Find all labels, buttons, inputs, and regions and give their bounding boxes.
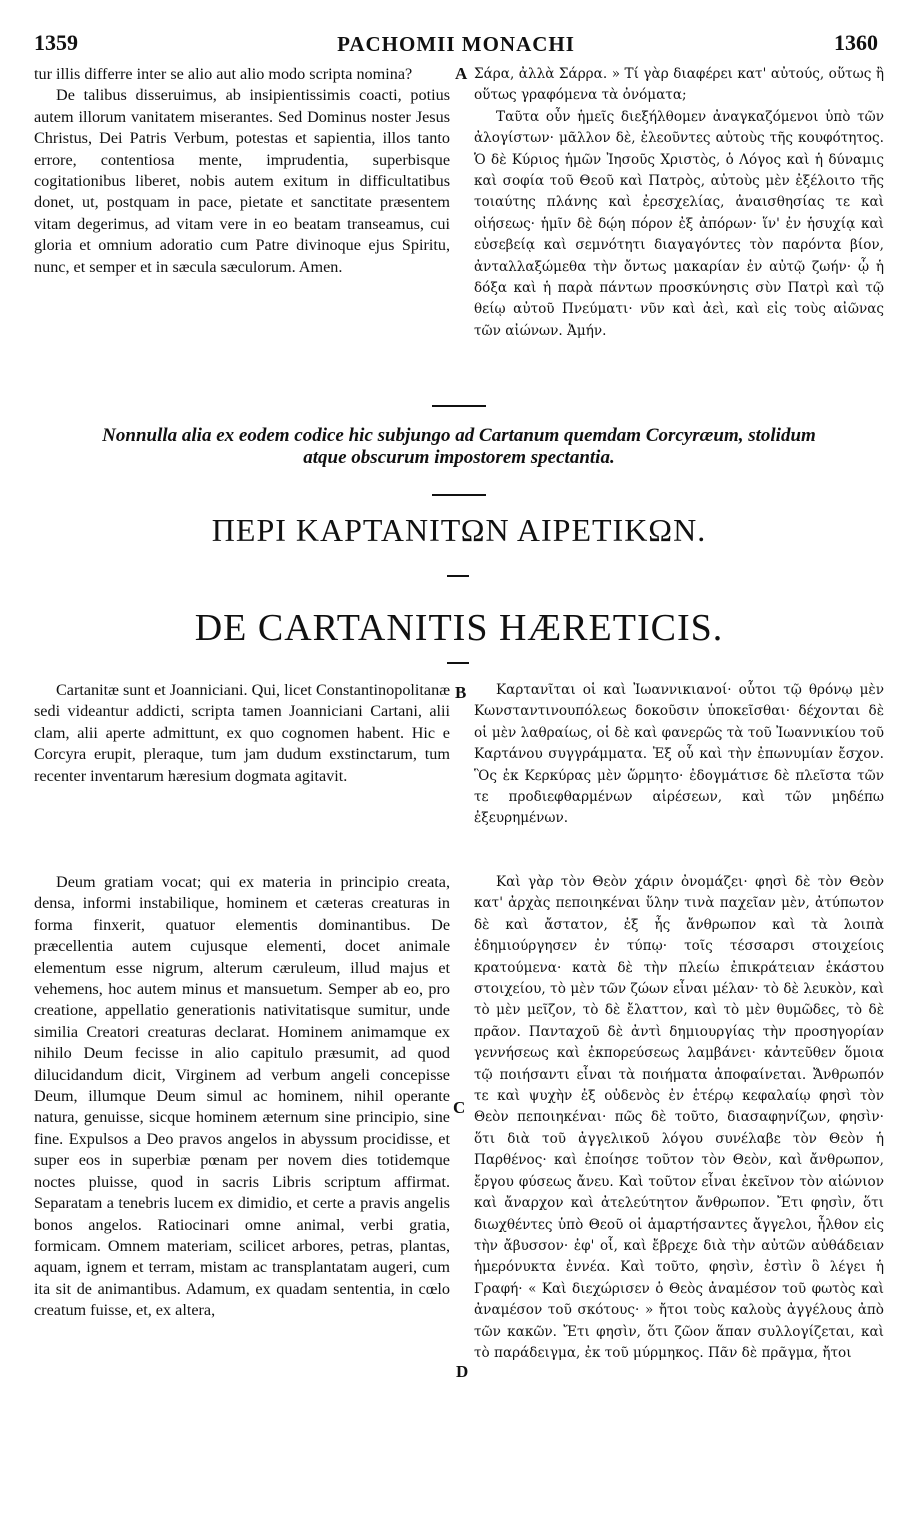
- greek-intro-para: Καρτανῖται οἱ καὶ Ἰωαννικιανοί· οὗτοι τῷ θρόνῳ μὲν Κωνσταντινουπόλεως δοκοῦσιν ὑποκεῖσθαι· δέχονται δὲ οἱ μὲν λαθραίως, οἱ δὲ καὶ φανερῶς τὰ τοῦ Ἰωαννικίου τοῦ Καρτάνου συγγράμματα. Ἐξ οὗ καὶ τὴν ἐπωνυμίαν ἔσχον. Ὃς ἐκ Κερκύρας μὲν ὥρμητο· ἐδογμάτισε δὲ πλεῖστα τῶν τε προδιεφθαρμένων αἱρέσεων, καὶ τῶν μηδέπω ἐξευρημένων.: [474, 682, 884, 827]
- latin-main-para: Deum gratiam vocat; qui ex materia in principio creata, densa, informi instabilique, hominem et cæteras creaturas in forma finxerit, quatuor elementis dominantibus. De præcellentia autem cujusque elementi, docet animale elementum esse nigrum, alterum cæruleum, illud majus et vehemens, hoc autem minus et mansuetum. Semper ab eo, pro creatione, appellatio generationis nativitatisque sumitur, unde similia Creatori creaturas declarat. Hominem animamque ex nihilo Deum fecisse in alio capitulo præsumit, ad quod dilucidandum dicit, Virginem ad verbum angeli concepisse Deum, illumque Deum simul ac hominem, nihil operante natura, genuisse, sicque hominem æternum sine principio, sine fine. Expulsos a Deo pravos angelos in abyssum procidisse, et super eos in superbiæ pœnam per novem dies totidemque noctes pluisse, quod in sacris Libris scriptum affirmat. Separatam a tenebris lucem ex dimidio, et certe a pravis angelis bonos angelos. Ratiocinari omne animal, verbi gratia, formicam. Omnem materiam, scilicet arbores, petras, plantas, aquam, ignem et terram, mistam ac transplantatam augeri, cum ita sit de animantibus. Adamum, ex quadam sententia, in cœlo creatum fuisse, et, ex altera,: [34, 873, 450, 1320]
- top-greek-para-2: Ταῦτα οὖν ἡμεῖς διεξήλθομεν ἀναγκαζόμενοι ὑπὸ τῶν ἀλογίστων· μᾶλλον δὲ, ἐλεοῦντες αὐτοὺς τῆς κουφότητος. Ὁ δὲ Κύριος ἡμῶν Ἰησοῦς Χριστὸς, ὁ Λόγος καὶ ἡ δύναμις καὶ σοφία τοῦ Θεοῦ καὶ Πατρὸς, αὐτοὺς μὲν ἐξέλοιτο τῆς τοιαύτης πλάνης καὶ ἐρεσχελίας, ἀναισθησίας τε καὶ οἰήσεως· ἡμῖν δὲ δῴη πόρον ἐξ ἀπόρων· ἵν' ἐν ἡσυχίᾳ καὶ εὐσεβείᾳ καὶ σεμνότητι διαγαγόντες τὸν παρόντα βίον, ἀνταλλαξώμεθα τὴν ὄντως μακαρίαν ἐν αὐτῷ ζωήν· ᾧ ἡ δόξα καὶ ἡ παρὰ πάντων προσκύνησις σὺν Πατρὶ καὶ τῷ θείῳ αὐτοῦ Πνεύματι· νῦν καὶ ἀεὶ, καὶ εἰς τοὺς αἰῶνας τῶν αἰώνων. Ἀμήν.: [474, 108, 884, 339]
- page-number-left: 1359: [34, 30, 78, 55]
- greek-intro-column: [474, 680, 884, 830]
- page-number-right: 1360: [834, 30, 878, 55]
- latin-title: DE CARTANITIS HÆRETICIS.: [194, 607, 724, 649]
- top-latin-column: [34, 64, 450, 278]
- top-latin-para-2: De talibus disseruimus, ab insipientissimis coacti, potius autem illorum vanitatem miserantes. Sed Dominus noster Jesus Christus, Dei Patris Verbum, potestas et sapientia, illos tanto errore, contentiosa mente, imprudentia, superbisque cogitationibus liberet, nobis autem exitum in difficultatibus donet, ut, postquam in pace, pietate et sanctitate præsentem vitam degerimus, ad vitam vere in eo beatam transeamus, cui gloria et omnium adoratio cum Patre divinoque ejus Spiritu, nunc, et semper et in sæcula sæculorum. Amen.: [34, 86, 450, 276]
- greek-title: ΠΕΡΙ ΚΑΡΤΑΝΙΤΩΝ ΑΙΡΕΤΙΚΩΝ.: [211, 512, 707, 548]
- page-header: [34, 30, 878, 58]
- margin-marker-b: B: [455, 683, 467, 702]
- margin-marker-c: C: [453, 1098, 466, 1117]
- top-greek-para-1: Σάρα, ἀλλὰ Σάρρα. » Τί γὰρ διαφέρει κατ' αὐτούς, οὕτως ἢ οὕτως γραφόμενα τὰ ὀνόματα;: [474, 66, 884, 104]
- top-latin-para-1: tur illis differre inter se alio aut alio modo scripta nomina?: [34, 65, 413, 83]
- greek-main-column: [474, 872, 884, 1364]
- divider-rule-3: [447, 575, 469, 577]
- editor-note-line-1: Nonnulla alia ex eodem codice hic subjungo ad Cartanum quemdam Corcyræum, stolidum: [102, 425, 816, 446]
- running-title: PACHOMII MONACHI: [337, 32, 575, 56]
- editor-note-line-2: atque obscurum impostorem spectantia.: [303, 447, 615, 468]
- greek-main-para: Καὶ γὰρ τὸν Θεὸν χάριν ὀνομάζει· φησὶ δὲ τὸν Θεὸν κατ' ἀρχὰς πεποιηκέναι ὕλην τινὰ παχεῖαν μὲν, ἀτύπωτον δὲ καὶ ἄστατον, ἐξ ἧς ἄνθρωπον καὶ τὰ λοιπὰ ἐδημιούργησεν ἐν τύπῳ· τοῖς τέσσαρσι στοιχείοις κρατούμενα· κατὰ δὲ τὴν πλείω ἐπικράτειαν ἑκάστου στοιχείου, τὸ μὲν τῶν ζώων εἶναι μέλαν· τὸ δὲ λευκὸν, καὶ τὸ μὲν μεῖζον, τὸ δὲ ἔλαττον, καὶ τὸ μὲν θυμῶδες, τὸ δὲ πρᾶον. Πανταχοῦ δὲ ἀντὶ δημιουργίας τὴν προσηγορίαν γεννήσεως καὶ ἐκπορεύσεως λαμβάνει· κἀντεῦθεν ὅμοια τῷ ποιήσαντι εἶναι τὰ ποιήματα ἀποφαίνεται. Ἄνθρωπόν τε καὶ ψυχὴν ἐξ οὐδενὸς ἐν ἑτέρῳ κεφαλαίῳ φησὶ τὸν Θεὸν πεποιηκέναι· πῶς δὲ τοῦτο, διασαφηνίζων, φησὶν· ὅτι διὰ τοῦ ἀγγελικοῦ λόγου συνέλαβε τὸν Θεὸν ἡ Παρθένος· καὶ ἐποίησε τοῦτον τὸν Θεὸν, καὶ ἄνθρωπον, ἔργου φύσεως ἄνευ. Καὶ τοῦτον εἶναι ἐκεῖνον τὸν αἰώνιον καὶ ἄναρχον καὶ ἀτελεύτητον ἄνθρωπον. Ἔτι φησὶν, ὅτι διωχθέντες ὑπὸ Θεοῦ οἱ ἁμαρτήσαντες ἄγγελοι, ἦλθον εἰς τὴν ἄβυσσον· ἐφ' οἷ, καὶ ἔβρεχε διὰ τὴν αὐτῶν αὐθάδειαν ἡμερόνυκτα ἐννέα. Καὶ τοῦτο, φησὶν, ἐστὶν ὃ λέγει ἡ Γραφή· « Καὶ διεχώρισεν ὁ Θεὸς ἀναμέσον τοῦ φωτὸς καὶ ἀναμέσον τοῦ σκότους· » ἤτοι τοὺς καλοὺς ἀγγέλους ἀπὸ τῶν κακῶν. Ἔτι φησὶν, ὅτι ζῶον ἅπαν συλλογίζεται, καὶ τὸ παράδειγμα, ἐκ τοῦ μύρμηκος. Πᾶν δὲ πρᾶγμα, ἤτοι: [474, 874, 884, 1361]
- divider-rule-1: [432, 405, 486, 407]
- editor-note: [30, 425, 888, 469]
- latin-intro-column: [34, 680, 450, 787]
- latin-intro-para: Cartanitæ sunt et Joanniciani. Qui, licet Constantinopolitanæ sedi videantur addicti, scripta tamen Joanniciani Cartani, alii clam, alii aperte admittunt, ex quo cognomen habent. Hic e Corcyra erupit, pleraque, tum jam dudum exstinctarum, tum recenter inventarum hæresium dogmata agitavit.: [34, 681, 450, 785]
- margin-marker-a: A: [455, 64, 468, 83]
- latin-main-column: [34, 872, 450, 1322]
- margin-marker-d: D: [456, 1362, 469, 1381]
- divider-rule-2: [432, 494, 486, 496]
- top-greek-column: [474, 64, 884, 342]
- divider-rule-4: [447, 662, 469, 664]
